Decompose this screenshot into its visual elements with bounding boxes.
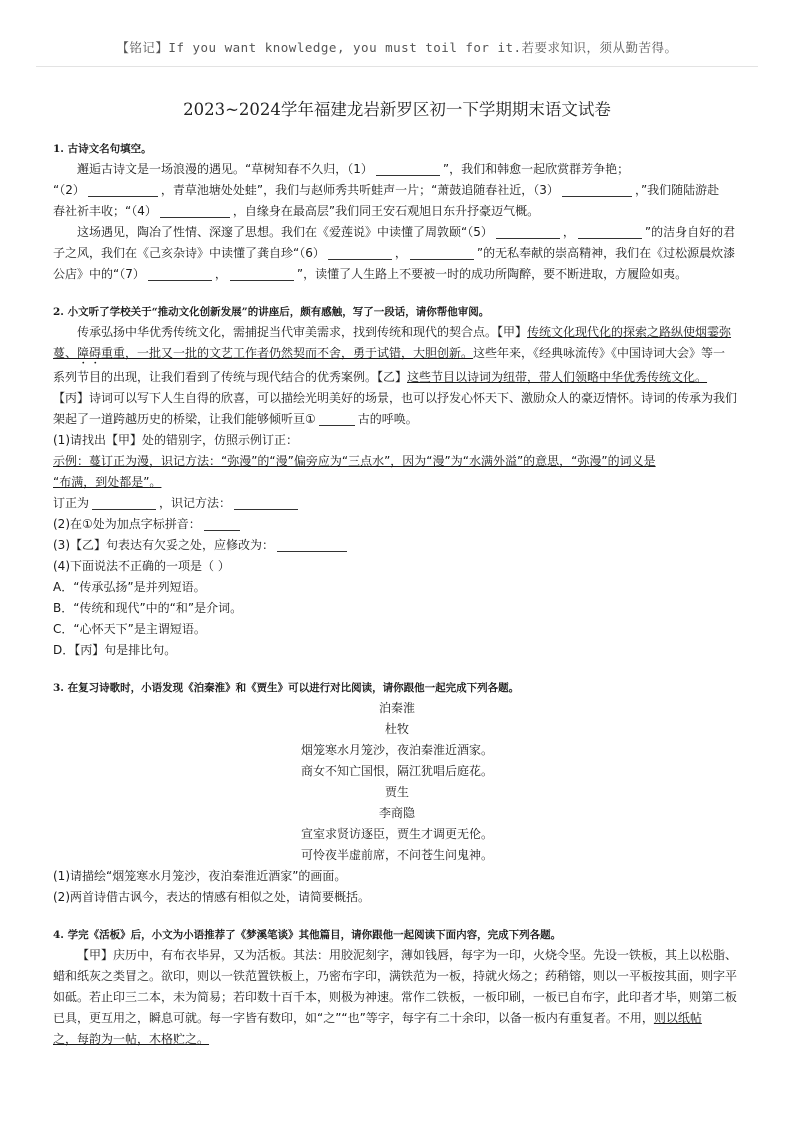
- q2-sub-2: [53, 514, 741, 535]
- q2-text: 古的呼唤。: [357, 412, 418, 426]
- q4-passage-line: 【甲】庆历中，有布衣毕昇，又为活板。其法：用胶泥刻字，薄如钱唇，每字为一印，火烧令坚。先设一铁板，其上以松脂、: [77, 948, 738, 962]
- option-b[interactable]: B．“传统和现代”中的“和”是介词。: [53, 601, 243, 615]
- q2-sub-4: (4)下面说法不正确的一项是（ ）: [53, 559, 230, 573]
- q4-underlined-text: 则以纸帖: [653, 1011, 702, 1025]
- q2-passage: [53, 322, 741, 388]
- question-4: [53, 926, 741, 1050]
- question-1: [53, 140, 741, 285]
- q1-text: ”的洁身自好的君: [644, 225, 736, 239]
- exam-content: [53, 140, 741, 1050]
- memory-method-blank[interactable]: [234, 495, 298, 510]
- question-4-heading: 4. 学完《活板》后，小文为小语推荐了《梦溪笔谈》其他篇目，请你跟他一起阅读下面内容，完成下列各题。: [53, 929, 562, 941]
- q1-paragraph-2: [53, 222, 741, 285]
- answer-blank-7b[interactable]: [230, 266, 294, 281]
- q2-underlined-jia: 重重，一批又一批的文艺工作者仍然契而不舍，勇于试错，大胆创新。: [101, 346, 474, 360]
- q2-passage-bing: 【丙】诗词可以写下人生自得的欣喜，可以描绘光明美好的场景，也可以抒发心怀天下、激励众人的豪迈情怀。诗词的传承为我们: [53, 391, 738, 405]
- poem-2-title: 贾生: [384, 785, 409, 799]
- answer-blank-2[interactable]: [88, 182, 158, 197]
- answer-blank-6b[interactable]: [410, 245, 474, 260]
- question-1-heading: 1. 古诗文名句填空。: [53, 143, 152, 155]
- q2-underlined-jia: 蔓、: [53, 346, 78, 360]
- question-2-heading: 2. 小文听了学校关于“推动文化创新发展”的讲座后，颇有感触，写了一段话，请你帮他审阅。: [53, 306, 490, 318]
- q2-text: 传承弘扬中华优秀传统文化，需捕捉当代审美需求，找到传统和现代的契合点。【甲】: [77, 325, 528, 339]
- q4-passage-line: [53, 1008, 741, 1029]
- q1-text: 春社祈丰收；“（4）: [53, 204, 157, 218]
- answer-blank-6a[interactable]: [328, 245, 392, 260]
- q4-passage-line: 蜡和纸灰之类冒之。欲印，则以一铁范置铁板上，乃密布字印，满铁范为一板，持就火炀之；药稍镕，则以一平板按其面，则字平: [53, 969, 738, 983]
- q2-text: 系列节目的出现，让我们看到了传统与现代结合的优秀案例。【乙】: [53, 370, 408, 384]
- q2-underlined-jia: 传统文化现代化的探索之路纵使烟霎弥: [527, 325, 732, 339]
- q2-text: (3)【乙】句表达有欠妥之处，应修改为：: [53, 538, 274, 552]
- option-c[interactable]: C．“心怀天下”是主谓短语。: [53, 622, 206, 636]
- q1-text: ，: [562, 225, 575, 239]
- q1-text: “（2）: [53, 183, 85, 197]
- answer-blank-5a[interactable]: [496, 224, 560, 239]
- q4-passage-line-underlined: 之，每韵为一帖，木格贮之。: [53, 1032, 210, 1046]
- q2-dotted-word: 障碍: [77, 346, 102, 360]
- q2-text: 这些年来，《经典咏流传》《中国诗词大会》等一: [473, 346, 726, 360]
- pinyin-blank[interactable]: [204, 516, 240, 531]
- q2-sub-1: (1)请找出【甲】处的错别字，仿照示例订正：: [53, 433, 298, 447]
- q3-sub-1: (1)请描绘“烟笼寒水月笼沙，夜泊秦淮近酒家”的画面。: [53, 869, 347, 883]
- poem-1-title: 泊秦淮: [378, 701, 415, 715]
- header-motto: 【铭记】If you want knowledge, you must toil for it.若要求知识，须从勤苦得。: [116, 40, 678, 55]
- q1-text: ”的无私奉献的崇高精神，我们在《过松源晨炊漆: [476, 246, 736, 260]
- q2-fix-row: [53, 493, 741, 514]
- q1-text: 邂逅古诗文是一场浪漫的遇见。“草树知春不久归，（1）: [77, 162, 373, 176]
- poem-2-line: 可怜夜半虚前席，不问苍生问鬼神。: [300, 848, 493, 862]
- option-a[interactable]: A．“传承弘扬”是并列短语。: [53, 580, 206, 594]
- option-d[interactable]: D．【丙】句是排比句。: [53, 643, 177, 657]
- page-title: 2023~2024学年福建龙岩新罗区初一下学期期末语文试卷: [183, 100, 611, 119]
- poem-1-line: 商女不知亡国恨，隔江犹唱后庭花。: [300, 764, 493, 778]
- answer-blank-5b[interactable]: [578, 224, 642, 239]
- q4-passage-line: 如砥。若止印三二本，未为简易；若印数十百千本，则极为神速。常作二铁板，一板印刷，一板已自布字，此印者才毕，则第二板: [53, 990, 738, 1004]
- answer-blank-7a[interactable]: [148, 266, 212, 281]
- poem-2-author: 李商隐: [378, 806, 415, 820]
- answer-blank-4[interactable]: [160, 203, 230, 218]
- question-3-heading: 3. 在复习诗歌时，小语发现《泊秦淮》和《贾生》可以进行对比阅读，请你跟他一起完成下列各题。: [53, 682, 520, 694]
- q2-example-line-1: 示例：蔓订正为漫，识记方法：“弥漫”的“漫”偏旁应为“三点水”，因为“漫”为“水满外溢”的意思，“弥漫”的词义是: [53, 454, 656, 468]
- correction-blank[interactable]: [92, 495, 156, 510]
- pinyin-blank-inline[interactable]: [319, 411, 355, 426]
- poem-1-author: 杜牧: [384, 722, 409, 736]
- poem-1-line: 烟笼寒水月笼沙，夜泊秦淮近酒家。: [300, 743, 493, 757]
- q1-text: 公店》中的“（7）: [53, 267, 145, 281]
- q1-text: ，自缘身在最高层”我们同王安石观旭日东升抒豪迈气概。: [232, 204, 540, 218]
- q1-text: ”，我们和韩愈一起欣赏群芳争艳；: [442, 162, 630, 176]
- question-2: [53, 303, 741, 661]
- q1-text: 子之风，我们在《己亥杂诗》中读懂了龚自珍“（6）: [53, 246, 325, 260]
- q1-text: ，”我们随陆游赴: [634, 183, 720, 197]
- q1-paragraph-1: [53, 159, 741, 222]
- answer-blank-3[interactable]: [562, 182, 632, 197]
- q2-sub-3: [53, 535, 741, 556]
- q2-example-line-2: “布满，到处都是”。: [53, 475, 162, 489]
- q2-text: ，识记方法：: [159, 496, 232, 510]
- q3-sub-2: (2)两首诗借古讽今，表达的情感有相似之处，请简要概括。: [53, 890, 371, 904]
- q2-text: (2)在①处为加点字标拼音：: [53, 517, 201, 531]
- q2-text: 架起了一道跨越历史的桥梁，让我们能够倾听亘①: [53, 412, 316, 426]
- q1-text: 这场遇见，陶冶了性情、深邃了思想。我们在《爱莲说》中读懂了周敦颐“（5）: [77, 225, 493, 239]
- q2-text: 订正为: [53, 496, 90, 510]
- header-divider: [36, 66, 758, 67]
- question-3: [53, 679, 741, 908]
- q2-passage-end: [53, 409, 741, 430]
- revision-blank[interactable]: [277, 537, 347, 552]
- q4-text: 已具，更互用之，瞬息可就。每一字皆有数印，如“之”“也”等字，每字有二十余印，以备一板内有重复者。不用，: [53, 1011, 654, 1025]
- q1-text: ，青草池塘处处蛙”，我们与赵师秀共听蛙声一片；“萧鼓追随春社近，（3）: [160, 183, 559, 197]
- poem-2-line: 宣室求贤访逐臣，贾生才调更无伦。: [300, 827, 493, 841]
- answer-blank-1[interactable]: [376, 161, 440, 176]
- q2-underlined-yi: 这些节目以诗词为纽带，带人们领略中华优秀传统文化。: [407, 370, 708, 384]
- q1-text: ”，读懂了人生路上不要被一时的成功所陶醉，要不断进取，方履险如夷。: [296, 267, 688, 281]
- q1-text: ，: [394, 246, 407, 260]
- q1-text: ，: [214, 267, 227, 281]
